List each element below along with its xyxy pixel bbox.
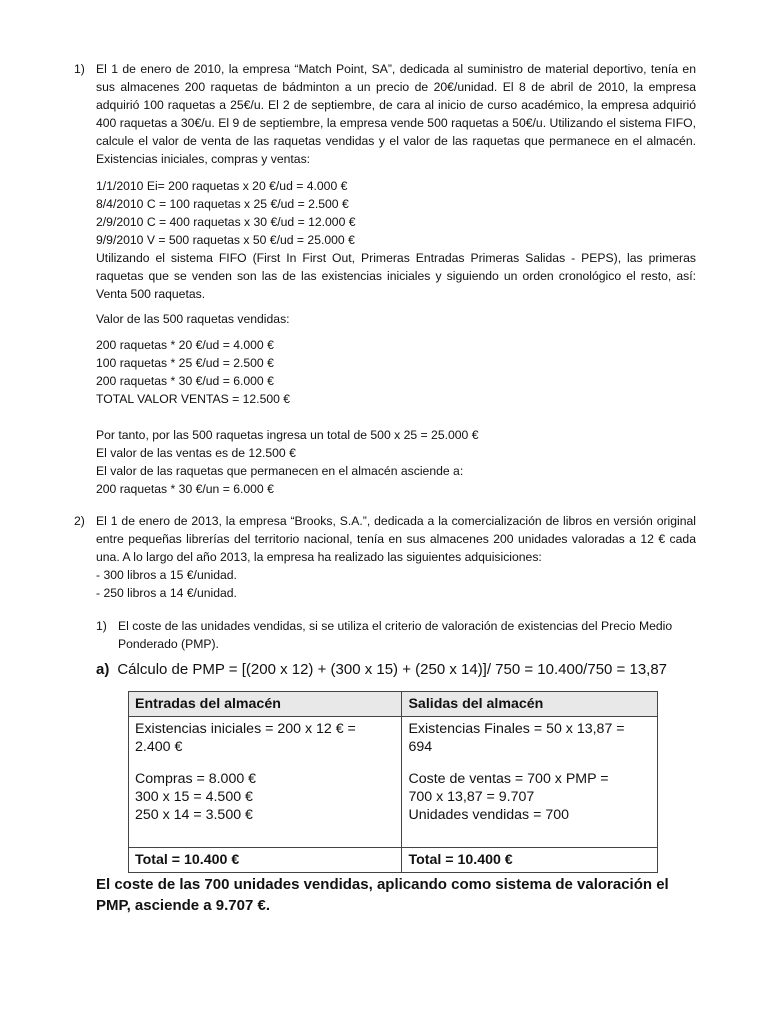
cell-line: 250 x 14 = 3.500 € xyxy=(135,807,253,823)
purchase-item: - 300 libros a 15 €/unidad. xyxy=(96,568,237,582)
movement-line: 1/1/2010 Ei= 200 raquetas x 20 €/ud = 4.000 € xyxy=(96,179,348,193)
cell-line: 694 xyxy=(408,739,433,755)
purchase-list xyxy=(96,566,696,602)
exercise-2-number: 2) xyxy=(74,514,85,528)
total-salidas: Total = 10.400 € xyxy=(402,848,658,873)
sub-question-number: 1) xyxy=(96,619,107,633)
sub-question: El coste de las unidades vendidas, si se utiliza el criterio de valoración de existencias del Precio Medio Ponderado (PMP). xyxy=(118,619,673,651)
sold-line: 100 raquetas * 25 €/ud = 2.500 € xyxy=(96,356,274,370)
exercise-2-intro: El 1 de enero de 2013, la empresa “Brooks, S.A.”, dedicada a la comercialización de libros en versión original entre pequeñas librerías del territorio nacional, tenía en sus almacenes 200 unidades valoradas a 12 € cada una. A lo largo del año 2013, la empresa ha realizado las siguientes adquisiciones: xyxy=(96,514,696,564)
pmp-formula: Cálculo de PMP = [(200 x 12) + (300 x 15) + (250 x 14)]/ 750 = 10.400/750 = 13,87 xyxy=(117,661,668,678)
movement-line: 9/9/2010 V = 500 raquetas x 50 €/ud = 25.000 € xyxy=(96,233,355,247)
movement-line: 8/4/2010 C = 100 raquetas x 25 €/ud = 2.500 € xyxy=(96,197,349,211)
cell-line: 2.400 € xyxy=(135,739,183,755)
sold-total-line: TOTAL VALOR VENTAS = 12.500 € xyxy=(96,392,291,406)
exercise-1-intro: El 1 de enero de 2010, la empresa “Match Point, SA”, dedicada al suministro de material deportivo, tenía en sus almacenes 200 raquetas de bádminton a un precio de 20€/unidad. El 8 de abril de 2010, la empresa adquirió 100 raquetas a 25€/u. El 2 de septiembre, de cara al inicio de curso académico, la empresa adquirió 400 raquetas a 30€/u. El 9 de septiembre, la empresa vende 500 raquetas a 50€/u. Utilizando el sistema FIFO, calcule el valor de venta de las raquetas vendidas y el valor de las raquetas que permanece en el almacén. Existencias iniciales, compras y ventas: xyxy=(96,62,696,166)
sold-line: 200 raquetas * 30 €/ud = 6.000 € xyxy=(96,374,274,388)
conclusion-line: El valor de las raquetas que permanecen en el almacén asciende a: xyxy=(96,464,464,478)
conclusion-line: 200 raquetas * 30 €/un = 6.000 € xyxy=(96,482,274,496)
sold-heading: Valor de las 500 raquetas vendidas: xyxy=(96,312,290,326)
pmp-conclusion: El coste de las 700 unidades vendidas, aplicando como sistema de valoración el PMP, asciende a 9.707 €. xyxy=(96,876,669,914)
movement-line: 2/9/2010 C = 400 raquetas x 30 €/ud = 12.000 € xyxy=(96,215,356,229)
table-total-row xyxy=(129,848,658,873)
cell-line: Unidades vendidas = 700 xyxy=(408,807,569,823)
conclusion-line: El valor de las ventas es de 12.500 € xyxy=(96,446,296,460)
pmp-formula-heading xyxy=(96,659,667,681)
warehouse-table xyxy=(128,691,658,873)
salidas-cell xyxy=(402,717,658,848)
cell-line: Existencias iniciales = 200 x 12 € = xyxy=(135,721,356,737)
fifo-explanation: Utilizando el sistema FIFO (First In First Out, Primeras Entradas Primeras Salidas - PEPS), las primeras raquetas que se venden son las de las existencias iniciales y siguiendo un orden cronológico el resto, así: Venta 500 raquetas. xyxy=(96,251,696,301)
total-entradas: Total = 10.400 € xyxy=(129,848,402,873)
exercise-1-number: 1) xyxy=(74,62,85,76)
cell-line: Coste de ventas = 700 x PMP = xyxy=(408,771,609,787)
cell-line: 700 x 13,87 = 9.707 xyxy=(408,789,535,805)
conclusion-line: Por tanto, por las 500 raquetas ingresa un total de 500 x 25 = 25.000 € xyxy=(96,428,479,442)
header-entradas: Entradas del almacén xyxy=(129,692,402,717)
sold-line: 200 raquetas * 20 €/ud = 4.000 € xyxy=(96,338,274,352)
purchase-item: - 250 libros a 14 €/unidad. xyxy=(96,586,237,600)
sold-lines xyxy=(96,336,696,408)
cell-line: 300 x 15 = 4.500 € xyxy=(135,789,253,805)
entradas-cell xyxy=(129,717,402,848)
cell-line: Existencias Finales = 50 x 13,87 = xyxy=(408,721,625,737)
header-salidas: Salidas del almacén xyxy=(402,692,658,717)
pmp-label: a) xyxy=(96,661,110,678)
table-row xyxy=(129,717,658,848)
exercise-1-conclusion xyxy=(96,426,716,498)
exercise-1-movements xyxy=(96,177,696,249)
table-header-row xyxy=(129,692,658,717)
cell-line: Compras = 8.000 € xyxy=(135,771,257,787)
